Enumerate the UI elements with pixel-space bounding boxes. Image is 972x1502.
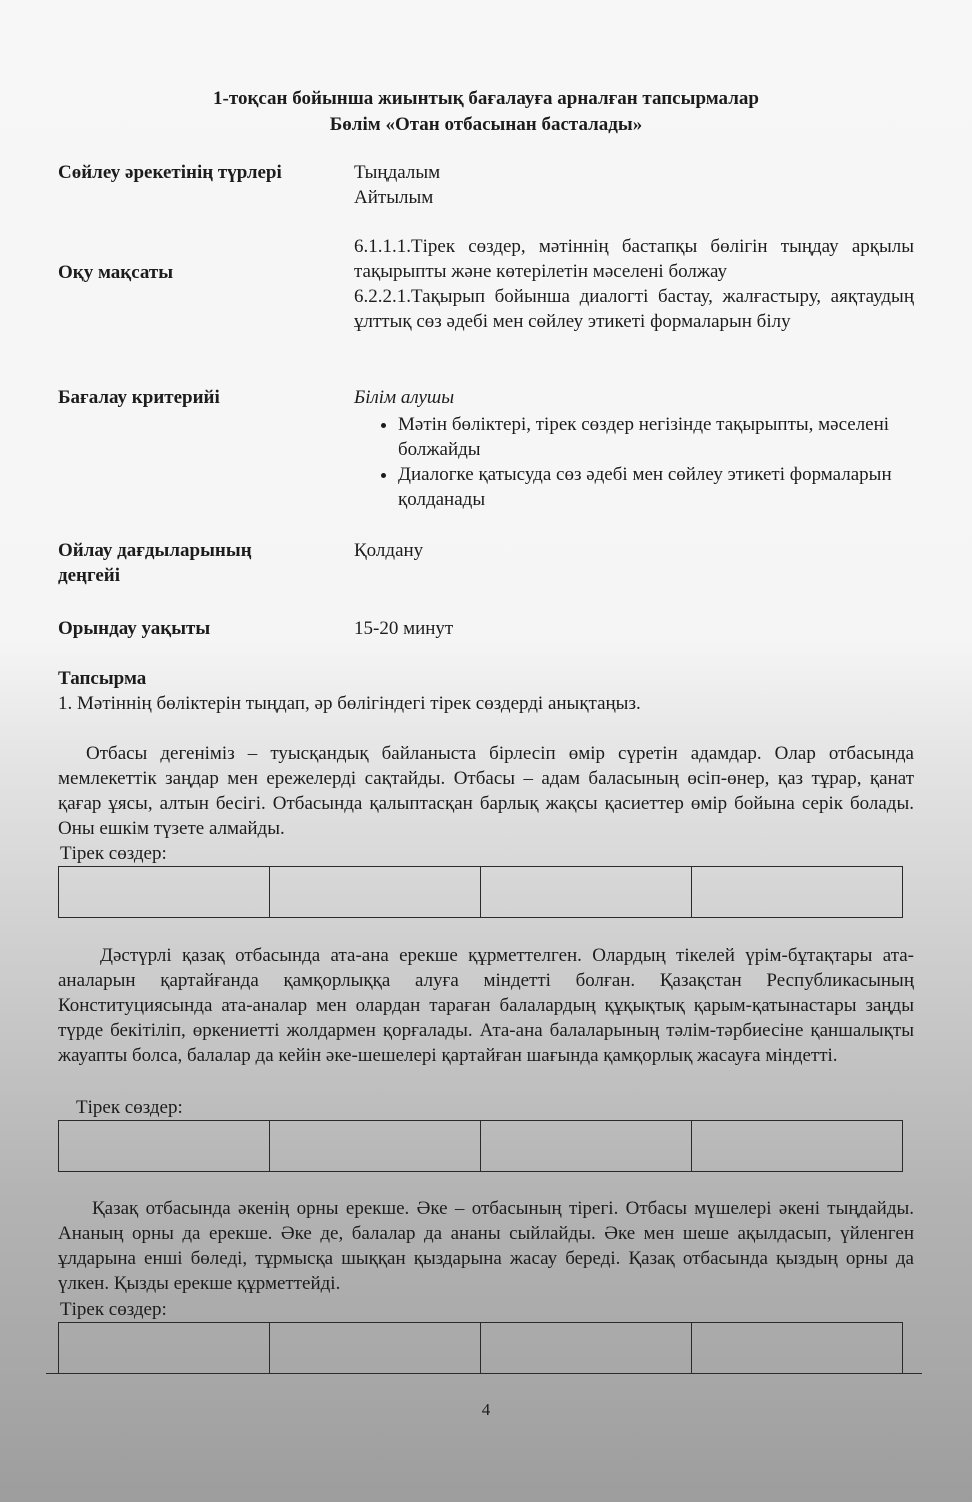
keyword-cell[interactable] — [692, 1323, 903, 1374]
keyword-cell[interactable] — [59, 1121, 270, 1172]
text-paragraph-1: Отбасы дегеніміз – туысқандық байланыста бірлесіп өмір сүретін адамдар. Олар отбасында мемлекеттік заңдар мен ережелерді сақтайды. Отбасы – адам баласының өсіп-өнер, қаз тұрар, қанат қағар ұясы, алтын бесігі. Отбасында қалыптасқан барлық жақсы қасиеттер өмір бойына серік болады. Оны ешкім түзете алмайды. — [58, 743, 914, 839]
learning-goal-row — [58, 234, 914, 334]
criteria-intro: Білім алушы — [354, 387, 455, 408]
duration-value: 15-20 минут — [354, 618, 454, 639]
keyword-cell[interactable] — [59, 867, 270, 918]
keywords-label-3: Тірек сөздер: — [60, 1299, 167, 1320]
criteria-row — [58, 385, 914, 512]
text-paragraph-3: Қазақ отбасында әкенің орны ерекше. Әке – отбасының тірегі. Отбасы мүшелері әкені тыңдайды. Ананың орны да ерекше. Әке де, балалар да ананы сыйлайды. Әке мен шеше ақылдасып, үйленген ұлдарына енші бөледі, тұрмысқа шыққан қыздарына жасау береді. Қазақ отбасында қыздың орны да үлкен. Қызды ерекше құрметтейді. — [58, 1198, 914, 1294]
keyword-cell[interactable] — [481, 867, 692, 918]
text-paragraph-2: Дәстүрлі қазақ отбасында ата-ана ерекше құрметтелген. Олардың тікелей үрім-бұтақтары ата-аналарын қартайғанда қамқорлыққа алуға міндетті болған. Қазақстан Республикасының Конституциясында ата-аналар мен олардан тараған балалардың құқықтық қарым-қатынастары заңды түрде бекітіліп, өркениетті жолдармен қорғалады. Ата-ана балаларының тәлім-тәрбиесіне қаншалықты жауапты болса, балалар да кейін әке-шешелері қартайған шағында қамқорлық жасауға міндетті. — [58, 945, 914, 1066]
learning-goal-2: 6.2.2.1.Тақырып бойынша диалогті бастау, жалғастыру, аяқтаудың ұлттық сөз әдебі мен сөйлеу этикеті формаларын білу — [354, 286, 914, 332]
criteria-label: Бағалау критерийі — [58, 387, 220, 408]
speech-type-speaking: Айтылым — [354, 187, 434, 208]
speech-types-label: Сөйлеу әрекетінің түрлері — [58, 162, 282, 183]
keyword-cell[interactable] — [692, 867, 903, 918]
keyword-cell[interactable] — [481, 1121, 692, 1172]
learning-goal-label: Оқу мақсаты — [58, 262, 174, 283]
duration-label: Орындау уақыты — [58, 618, 211, 639]
keyword-cell[interactable] — [59, 1323, 270, 1374]
document-title — [58, 86, 914, 138]
keywords-table-3 — [58, 1322, 903, 1374]
text-part-1 — [58, 741, 914, 841]
task-instruction: 1. Мәтіннің бөліктерін тыңдап, әр бөлігіндегі тірек сөздерді анықтаңыз. — [58, 693, 641, 714]
task-heading: Тапсырма — [58, 668, 147, 689]
criteria-list — [354, 412, 914, 512]
task-section — [58, 666, 914, 716]
title-line-1: 1-тоқсан бойынша жиынтық бағалауға арналған тапсырмалар — [213, 88, 759, 109]
keywords-table-2 — [58, 1120, 903, 1172]
keyword-cell[interactable] — [270, 867, 481, 918]
learning-goal-1: 6.1.1.1.Тірек сөздер, мәтіннің бастапқы бөлігін тыңдау арқылы тақырыпты және көтерілетін мәселені болжау — [354, 236, 914, 282]
thinking-level-value: Қолдану — [354, 540, 424, 561]
criteria-item: • Мәтін бөліктері, тірек сөздер негізінде тақырыпты, мәселені болжайды — [398, 412, 914, 462]
text-part-3 — [58, 1196, 914, 1296]
keyword-cell[interactable] — [481, 1323, 692, 1374]
duration-row — [58, 616, 914, 641]
keyword-cell[interactable] — [270, 1323, 481, 1374]
footer-divider — [46, 1373, 922, 1374]
page-number: 4 — [481, 1400, 491, 1419]
title-line-2: Бөлім «Отан отбасынан басталады» — [329, 114, 643, 135]
keywords-label-2: Тірек сөздер: — [76, 1097, 183, 1118]
keywords-table-1 — [58, 866, 903, 918]
thinking-level-label: Ойлау дағдыларының деңгейі — [58, 540, 252, 586]
speech-type-listening: Тыңдалым — [354, 162, 441, 183]
thinking-level-row — [58, 538, 914, 586]
keywords-label-1: Тірек сөздер: — [60, 843, 167, 864]
criteria-item: • Диалогке қатысуда сөз әдебі мен сөйлеу этикеті формаларын қолданады — [398, 462, 914, 512]
keyword-cell[interactable] — [692, 1121, 903, 1172]
speech-types-row — [58, 160, 914, 210]
text-part-2 — [58, 943, 914, 1068]
keyword-cell[interactable] — [270, 1121, 481, 1172]
